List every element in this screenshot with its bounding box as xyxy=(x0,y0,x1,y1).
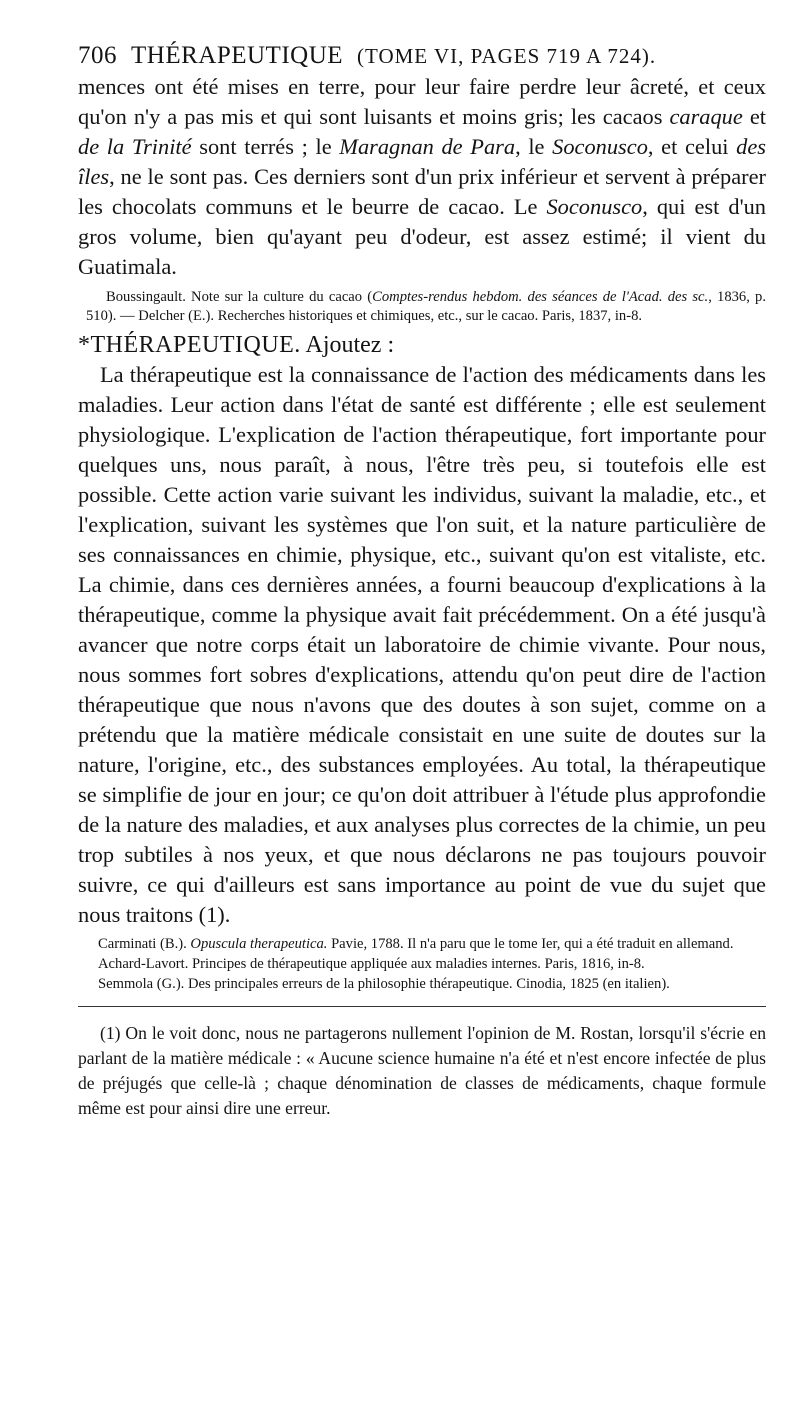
text-run: Achard-Lavort. Principes de thérapeutique appliquée aux maladies internes. Paris, 1816, in-8. xyxy=(98,956,645,972)
italic-run: Soconusco xyxy=(552,134,648,159)
main-paragraph: La thérapeutique est la connaissance de l'action des médicaments dans les maladies. Leur action dans l'état de santé est différente ; elle est seulement physiologique. L'explication de l'action thérapeutique, fort importante pour quelques uns, nous paraît, à nous, l'être très peu, si toutefois elle est possible. Cette action varie suivant les individus, suivant la maladie, etc., et l'explication, suivant les systèmes que l'on suit, et la nature particulière de ses connaissances en chimie, physique, etc., suivant qu'on est vitaliste, etc. La chimie, dans ces dernières années, a fourni beaucoup d'explications à la thérapeutique, comme la physique avait fait précédemment. On a été jusqu'à avancer que notre corps était un laboratoire de chimie vivante. Pour nous, nous sommes fort sobres d'explications, attendu qu'on peut dire de l'action thérapeutique que nous n'avons que des doutes à son sujet, comme on a prétendu que la matière médicale consistait en une suite de doutes sur la nature, l'origine, etc., des substances employées. Au total, la thérapeutique se simplifie de jour en jour; ce qu'on doit attribuer à l'étude plus approfondie de la nature des maladies, et aux analyses plus correctes de la chimie, un peu trop subtiles à nos yeux, et que nous déclarons ne pas toujours pouvoir suivre, ce qui d'ailleurs est sans importance au point de vue du sujet que nous traitons (1). xyxy=(78,362,766,927)
italic-run: de la Trinité xyxy=(78,134,192,159)
reference-entry xyxy=(78,974,766,994)
bibliography-cacao xyxy=(78,288,766,326)
bibliography-therapeutique xyxy=(78,934,766,994)
heading-suffix: Ajoutez : xyxy=(300,332,395,358)
text-run: Pavie, 1788. Il n'a paru que le tome Ier, qui a été traduit en allemand. xyxy=(327,936,734,952)
italic-run: Opuscula therapeutica. xyxy=(190,936,328,952)
text-run: , et celui xyxy=(647,134,737,159)
text-run: , 1836, p. 510). — Delcher (E.). Recherches historiques et chimiques, etc., sur le cacao. Paris, 1837, in-8. xyxy=(86,289,767,324)
top-paragraph xyxy=(78,72,766,282)
text-run: Boussingault. Note sur la culture du cacao ( xyxy=(106,289,373,305)
text-run: Carminati (B.). xyxy=(98,936,191,952)
footnote xyxy=(78,1021,766,1121)
text-run: sont terrés ; le xyxy=(191,134,340,159)
italic-run: Comptes-rendus hebdom. des séances de l'Acad. des sc. xyxy=(372,289,709,305)
italic-run: Maragnan de Para xyxy=(339,134,516,159)
italic-run: Soconusco xyxy=(546,194,643,219)
italic-run: caraque xyxy=(669,104,743,129)
reference-entry xyxy=(86,288,766,326)
running-header xyxy=(78,42,766,70)
running-title: THÉRAPEUTIQUE xyxy=(131,42,344,69)
text-run: , le xyxy=(515,134,553,159)
headword: *THÉRAPEUTIQUE. xyxy=(78,332,301,358)
reference-entry xyxy=(78,934,766,954)
text-run: , ne le sont pas. Ces derniers sont d'un prix inférieur et servent à préparer les chocolats communs et le beurre de cacao. Le xyxy=(78,164,766,219)
entry-heading xyxy=(78,330,766,360)
reference-entry xyxy=(78,954,766,974)
italic-run: des îles xyxy=(78,134,766,189)
text-run: Semmola (G.). Des principales erreurs de la philosophie thérapeutique. Cinodia, 1825 (en italien). xyxy=(98,976,670,992)
text-run: mences ont été mises en terre, pour leur faire perdre leur âcreté, et ceux qu'on n'y a pas mis et qui sont luisants et moins gris; les cacaos xyxy=(78,74,766,129)
footnote-text: (1) On le voit donc, nous ne partagerons nullement l'opinion de M. Rostan, lorsqu'il s'écrie en parlant de la matière médicale : « Aucune science humaine n'a été et n'est encore infectée de plus de préjugés que celle-là ; chaque dénomination de classes de médicaments, chaque formule même est pour ainsi dire une erreur. xyxy=(78,1023,766,1118)
running-reference: (TOME VI, PAGES 719 A 724). xyxy=(357,44,657,68)
text-run: et xyxy=(742,104,766,129)
page-number: 706 xyxy=(78,42,117,69)
text-run: , qui est d'un gros volume, bien qu'ayant peu d'odeur, est assez estimé; il vient du Guatimala. xyxy=(78,194,766,279)
footnote-divider xyxy=(78,1006,766,1007)
